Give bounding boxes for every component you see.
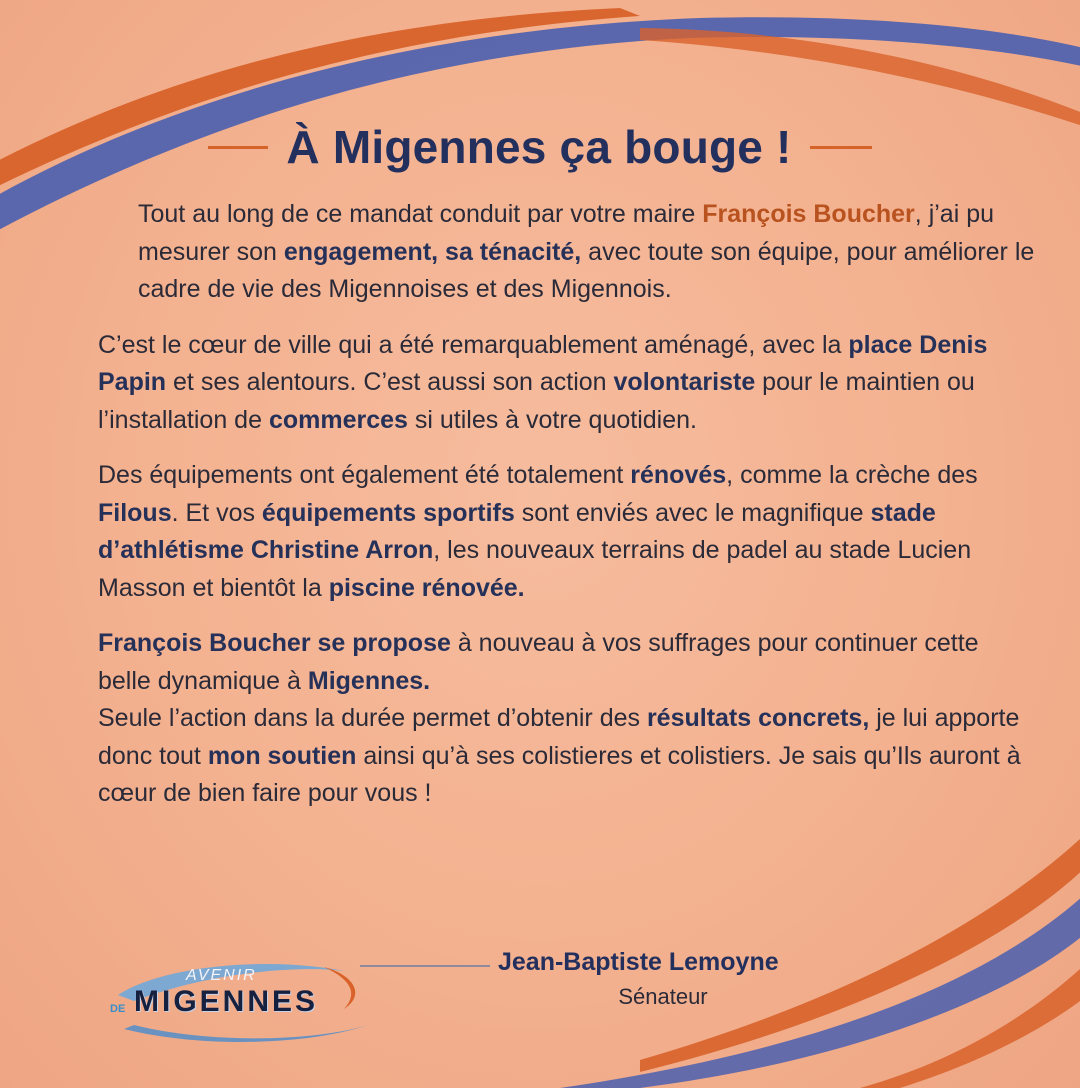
paragraph-5-text-3: ainsi qu’à ses colistieres et colistiers. Je sais qu’Ils auront à cœur de bien faire pour vous !	[98, 741, 1021, 807]
signatory-name: Jean-Baptiste Lemoyne	[498, 948, 779, 976]
paragraph-1	[98, 196, 1038, 309]
page-title: À Migennes ça bouge !	[286, 121, 792, 173]
paragraph-3-emphasis-5: piscine rénovée.	[328, 573, 525, 602]
paragraph-1-text-2: , j’ai pu mesurer son	[138, 200, 995, 266]
paragraph-2-text-2: et ses alentours. C’est aussi son action	[166, 368, 614, 396]
paragraph-3-emphasis-4: stade d’athlétisme Christine Arron	[98, 498, 936, 564]
paragraph-5-text-1: Seule l’action dans la durée permet d’obtenir des	[98, 704, 647, 732]
paragraph-3-text-1: Des équipements ont également été totalement	[98, 461, 631, 489]
paragraph-3-text-2: , comme la crèche des	[726, 461, 978, 489]
paragraph-2-text-1: C’est le cœur de ville qui a été remarquablement aménagé, avec la	[98, 330, 849, 359]
body-text	[98, 196, 1038, 831]
paragraph-2-text-4: si utiles à votre quotidien.	[407, 405, 697, 434]
paragraph-4-text-2: à nouveau à vos suffrages pour continuer cette belle dynamique à	[98, 629, 979, 695]
paragraph-1-text-3: avec toute son équipe, pour améliorer le cadre de vie des Migennoises et des Migennois.	[138, 237, 1035, 303]
paragraph-2-text-3: pour le maintien ou l’installation de	[98, 368, 975, 434]
paragraph-3-text-3: . Et vos	[171, 498, 262, 527]
paragraph-2-emphasis-2: volontariste	[613, 368, 756, 396]
paragraph-2-emphasis-3: commerces	[268, 405, 408, 434]
paragraph-3-emphasis-1: rénovés	[630, 461, 727, 489]
paragraph-5-emphasis-2: mon soutien	[207, 741, 357, 770]
paragraph-5-emphasis-1: résultats concrets,	[646, 704, 870, 732]
title-row	[0, 112, 1080, 182]
paragraph-1-emphasis: engagement, sa ténacité,	[283, 237, 582, 266]
paragraph-3-emphasis-3: équipements sportifs	[261, 498, 515, 527]
paragraph-3	[98, 457, 1038, 607]
title-rule-right	[810, 146, 872, 149]
logo-top-word: AVENIR	[186, 967, 257, 984]
paragraph-3-text-4: sont enviés avec le magnifique	[514, 498, 871, 527]
paragraph-4	[98, 625, 1038, 700]
paragraph-5-text-2: je lui apporte donc tout	[98, 704, 1020, 770]
logo-small-word: DE	[110, 1003, 126, 1015]
paragraph-4-text-1	[311, 629, 318, 657]
logo-main-word: MIGENNES	[134, 985, 319, 1018]
mayor-name-highlight: François Boucher	[702, 200, 915, 228]
paragraph-4-emphasis-3: Migennes.	[307, 666, 431, 695]
paragraph-1-text-1: Tout au long de ce mandat conduit par votre maire	[138, 200, 703, 228]
paragraph-2	[98, 327, 1038, 440]
paragraph-4-emphasis-1: François Boucher	[98, 629, 311, 657]
title-rule-left	[208, 146, 268, 149]
paragraph-4-emphasis-2: se propose	[317, 629, 451, 657]
paragraph-3-text-5: , les nouveaux terrains de padel au stade Lucien Masson et bientôt la	[98, 536, 972, 602]
paragraph-3-emphasis-2: Filous	[98, 498, 172, 527]
avenir-migennes-logo	[104, 945, 394, 1055]
paragraph-5	[98, 700, 1038, 813]
paragraph-2-emphasis-1: place Denis Papin	[98, 330, 988, 396]
signatory-role: Sénateur	[618, 984, 708, 1009]
